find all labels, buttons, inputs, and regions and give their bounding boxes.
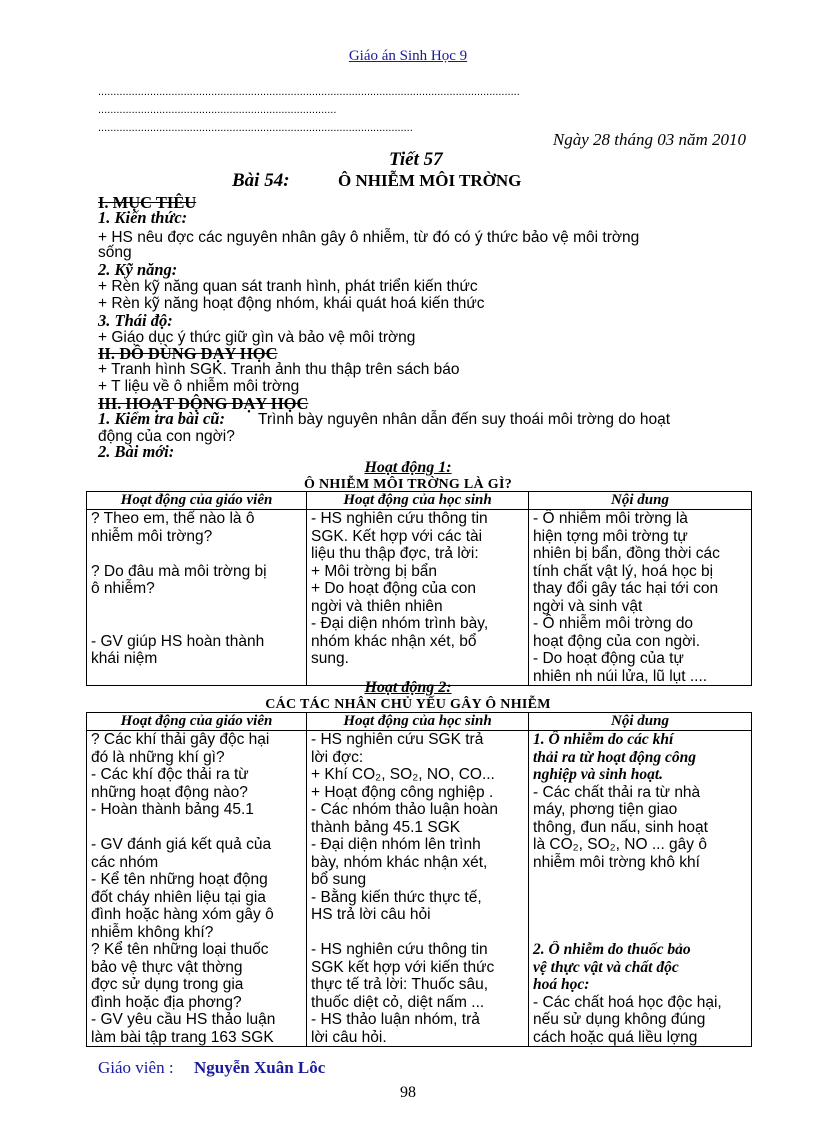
cell-line: thay đổi gây tác hại tới con (533, 580, 719, 597)
cell-line: - GV giúp HS hoàn thành (91, 632, 265, 650)
cell-line: bày, nhóm khác nhận xét, (311, 853, 488, 871)
cell-line: - Các chất thải ra từ nhà (533, 783, 701, 801)
cell-line: HS trả lời câu hỏi (311, 906, 431, 923)
content-cell (529, 941, 752, 1047)
cell-line: hoạt động của con ngời. (533, 632, 701, 650)
footer-teacher-label: Giáo viên : (98, 1058, 174, 1077)
lesson-number: Bài 54: (232, 170, 290, 191)
cell-line: - HS nghiên cứu SGK trả (311, 731, 484, 748)
cell-line (91, 819, 302, 837)
cell-line: ? Các khí thải gây độc hại (91, 731, 270, 748)
footer-teacher-name: Nguyễn Xuân Lôc (194, 1058, 326, 1077)
cell-line: SGK kết hợp với kiến thức (311, 958, 495, 976)
col-header-teacher: Hoạt động của giáo viên (87, 492, 307, 510)
cell-line: đợc sử dụng trong gia (91, 976, 244, 993)
dotted-line-1: .......................................................................................................................................... (98, 86, 520, 98)
cell-line: đốt cháy nhiên liệu tại gia (91, 888, 266, 906)
cell-line: - Do hoạt động của tự (533, 650, 684, 667)
cell-line: đó là những khí gì? (91, 748, 225, 766)
cell-line: - Đại diện nhóm lên trình (311, 836, 481, 853)
cell-line: + Hoạt động công nghiệp . (311, 783, 494, 801)
cell-line: - HS nghiên cứu thông tin (311, 941, 488, 958)
cell-line: thông, đun nấu, sinh hoạt (533, 818, 708, 836)
cell-line: - GV đánh giá kết quả của (91, 836, 272, 853)
col-header-content: Nội dung (529, 713, 752, 731)
attitude-text: + Giáo dục ý thức giữ gìn và bảo vệ môi trờng (98, 329, 416, 346)
materials-text-2: + T liệu về ô nhiễm môi trờng (98, 378, 300, 395)
skills-text-2: + Rèn kỹ năng hoạt động nhóm, khái quát hoá kiến thức (98, 295, 485, 312)
skills-heading: 2. Kỹ năng: (98, 260, 178, 279)
table-row (87, 941, 752, 1047)
teacher-activity-cell (87, 941, 307, 1047)
cell-line (91, 598, 302, 616)
teacher-activity-cell (87, 731, 307, 942)
content-cell (529, 510, 752, 686)
activity-2-title: Hoạt động 2: (364, 679, 452, 696)
cell-line: tính chất vật lý, hoá học bị (533, 562, 714, 580)
content-heading: 2. Ô nhiễm do thuốc bảo (533, 941, 691, 958)
dotted-line-3: ....................................................................................................... (98, 122, 413, 134)
cell-line: ngời và sinh vật (533, 597, 643, 615)
review-question: Trình bày nguyên nhân dẫn đến suy thoái môi trờng do hoạt (258, 411, 671, 428)
cell-line: - Kể tên những hoạt động (91, 871, 268, 888)
attitude-heading: 3. Thái độ: (98, 311, 173, 330)
content-heading: hoá học: (533, 976, 590, 993)
cell-line: thực tế trả lời: Thuốc sâu, (311, 976, 489, 993)
document-header: Giáo án Sinh Học 9 (348, 48, 468, 64)
cell-line: ô nhiễm? (91, 580, 155, 597)
cell-line: nhiễm môi trờng? (91, 527, 213, 545)
cell-line: - HS thảo luận nhóm, trả (311, 1011, 480, 1028)
dotted-line-2: .............................................................................. (98, 104, 337, 116)
content-cell (529, 731, 752, 942)
cell-line: ? Theo em, thế nào là ô (91, 510, 255, 527)
cell-line: - Các khí độc thải ra từ (91, 766, 249, 783)
page-number: 98 (400, 1084, 416, 1101)
table-row (87, 731, 752, 942)
activity-1-subtitle: Ô NHIỄM MÔI TRỜNG LÀ GÌ? (303, 477, 512, 492)
materials-text-1: + Tranh hình SGK. Tranh ảnh thu thập trên sách báo (98, 361, 460, 378)
cell-line: cách hoặc quá liều lợng (533, 1028, 698, 1046)
skills-text-1: + Rèn kỹ năng quan sát tranh hình, phát triển kiến thức (98, 278, 478, 295)
cell-line: ? Do đâu mà môi trờng bị (91, 562, 267, 580)
cell-line: làm bài tập trang 163 SGK (91, 1028, 274, 1046)
section-activities-heading: III. HOẠT ĐỘNG DẠY HỌC (98, 394, 309, 413)
cell-line: máy, phơng tiện giao (533, 801, 678, 818)
cell-line: nhiễm môi trờng khô khí (533, 853, 700, 871)
cell-line: lời câu hỏi. (311, 1028, 387, 1046)
cell-line: khái niệm (91, 650, 158, 667)
content-heading: thải ra từ hoạt động công (533, 748, 697, 766)
cell-line: - GV yêu cầu HS thảo luận (91, 1011, 276, 1028)
cell-line: ? Kể tên những loại thuốc (91, 941, 269, 958)
cell-line: sung. (311, 650, 349, 667)
cell-line: bổ sung (311, 871, 367, 888)
activity-2-subtitle: CÁC TÁC NHÂN CHỦ YẾU GÂY Ô NHIỄM (265, 697, 551, 712)
section-materials-heading: II. ĐỒ DÙNG DẠY HỌC (98, 344, 278, 363)
knowledge-heading: 1. Kiến thức: (98, 208, 188, 227)
content-heading: 1. Ô nhiễm do các khí (533, 731, 674, 748)
cell-line: đình hoặc địa phơng? (91, 993, 242, 1011)
cell-line: những hoạt động nào? (91, 783, 248, 801)
table-header-row (87, 713, 752, 731)
cell-line: bảo vệ thực vật thờng (91, 958, 243, 976)
teacher-activity-cell (87, 510, 307, 686)
cell-line: ngời và thiên nhiên (311, 597, 443, 615)
cell-line: SGK. Kết hợp với các tài (311, 527, 483, 545)
section-objectives-heading: I. MỤC TIÊU (98, 193, 197, 212)
cell-line: - Bằng kiến thức thực tế, (311, 888, 482, 906)
knowledge-text: + HS nêu đợc các nguyên nhân gây ô nhiễm, từ đó có ý thức bảo vệ môi trờng (98, 229, 640, 246)
student-activity-cell (307, 510, 529, 686)
cell-line: các nhóm (91, 853, 159, 871)
knowledge-text-cont: sống (98, 244, 132, 261)
activity-2-table (86, 712, 752, 1047)
cell-line: nhiên nh núi lửa, lũ lụt .... (533, 667, 708, 685)
cell-line: thành bảng 45.1 SGK (311, 818, 461, 836)
review-heading: 1. Kiểm tra bài cũ: (98, 409, 225, 428)
cell-line: + Khí CO₂, SO₂, NO, CO... (311, 766, 495, 783)
cell-line: - HS nghiên cứu thông tin (311, 510, 488, 527)
cell-line: lời đợc: (311, 748, 364, 766)
content-heading: nghiệp và sinh hoạt. (533, 766, 664, 783)
activity-1-table (86, 491, 752, 686)
student-activity-cell (307, 941, 529, 1047)
cell-line: đình hoặc hàng xóm gây ô (91, 906, 274, 923)
cell-line (91, 545, 302, 563)
cell-line: nhóm khác nhận xét, bổ (311, 632, 477, 650)
cell-line: - Đại diện nhóm trình bày, (311, 615, 489, 632)
col-header-teacher: Hoạt động của giáo viên (87, 713, 307, 731)
activity-1-title: Hoạt động 1: (364, 459, 452, 476)
cell-line: - Các nhóm thảo luận hoàn (311, 801, 498, 818)
cell-line: nếu sử dụng không đúng (533, 1011, 706, 1028)
col-header-student: Hoạt động của học sinh (307, 713, 529, 731)
cell-line: là CO₂, SO₂, NO ... gây ô (533, 836, 707, 853)
cell-line: - Các chất hoá học độc hại, (533, 993, 722, 1011)
cell-line: nhiên bị bẩn, đồng thời các (533, 545, 720, 562)
lesson-period: Tiết 57 (389, 149, 443, 170)
cell-line: hiện tợng môi trờng tự (533, 527, 688, 545)
student-activity-cell (307, 731, 529, 942)
cell-line: - Ô nhiễm môi trờng do (533, 615, 694, 632)
lesson-date: Ngày 28 tháng 03 năm 2010 (552, 130, 746, 149)
cell-line: nhiễm không khí? (91, 923, 214, 941)
cell-line: thuốc diệt cỏ, diệt nấm ... (311, 993, 485, 1011)
lesson-title: Ô NHIỄM MÔI TRỜNG (338, 171, 522, 190)
cell-line: liệu thu thập đợc, trả lời: (311, 545, 479, 562)
col-header-content: Nội dung (529, 492, 752, 510)
review-question-cont: động của con ngời? (98, 428, 235, 445)
cell-line: - Ô nhiễm môi trờng là (533, 510, 688, 527)
col-header-student: Hoạt động của học sinh (307, 492, 529, 510)
cell-line: + Do hoạt động của con (311, 580, 477, 597)
cell-line: - Hoàn thành bảng 45.1 (91, 801, 254, 818)
cell-line (91, 615, 302, 633)
cell-line: + Môi trờng bị bẩn (311, 562, 438, 580)
table-row (87, 510, 752, 686)
new-lesson-heading: 2. Bài mới: (98, 442, 175, 461)
content-heading: vệ thực vật và chất độc (533, 958, 679, 976)
table-header-row (87, 492, 752, 510)
